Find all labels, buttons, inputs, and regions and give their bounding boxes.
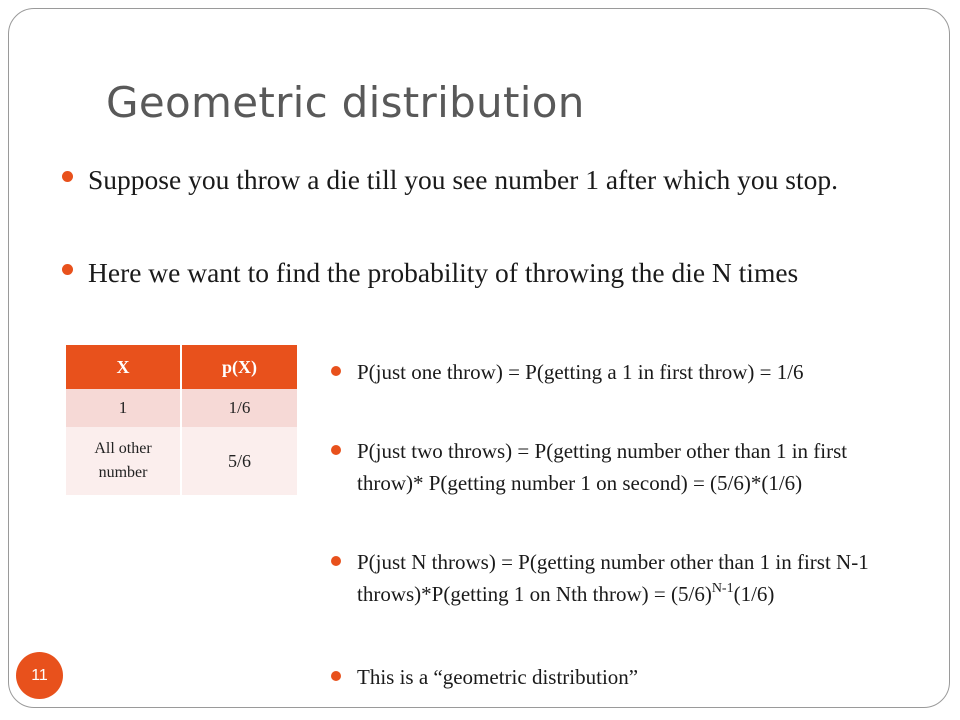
table-cell: 5/6 [181, 427, 297, 495]
n-throws-formula: P(just N throws) = P(getting number other than 1 in first N-1 throws)*P(getting 1 on Nth throw) = (5/6) [357, 550, 869, 606]
table-cell: 1 [66, 389, 181, 427]
table-header-row [66, 345, 297, 389]
probability-table [66, 345, 297, 495]
slide-title: Geometric distribution [106, 78, 585, 127]
bullet-marker [62, 264, 73, 275]
n-throws-formula-end: (1/6) [733, 582, 775, 606]
table-cell: 1/6 [181, 389, 297, 427]
bullet-marker [331, 366, 341, 376]
page-number-badge: 11 [16, 652, 63, 699]
table-row [66, 427, 297, 495]
bullet-text-n-throws [357, 546, 917, 610]
bullet-text-two-throws: P(just two throws) = P(getting number other than 1 in first throw)* P(getting number 1 on second) = (5/6)*(1/6) [357, 439, 848, 495]
header-px: p(X) [181, 345, 297, 389]
exponent: N-1 [711, 581, 734, 596]
bullet-marker [331, 556, 341, 566]
bullet-marker [62, 171, 73, 182]
table-row [66, 389, 297, 427]
bullet-text-here: Here we want to find the probability of throwing the die N times [88, 257, 799, 288]
bullet-text-one-throw: P(just one throw) = P(getting a 1 in first throw) = 1/6 [357, 360, 804, 384]
bullet-marker [331, 445, 341, 455]
bullet-text-geometric: This is a “geometric distribution” [357, 665, 639, 689]
bullet-text-suppose: Suppose you throw a die till you see number 1 after which you stop. [88, 164, 839, 195]
table-cell: All other number [66, 427, 181, 495]
header-x: X [66, 345, 181, 389]
bullet-marker [331, 671, 341, 681]
